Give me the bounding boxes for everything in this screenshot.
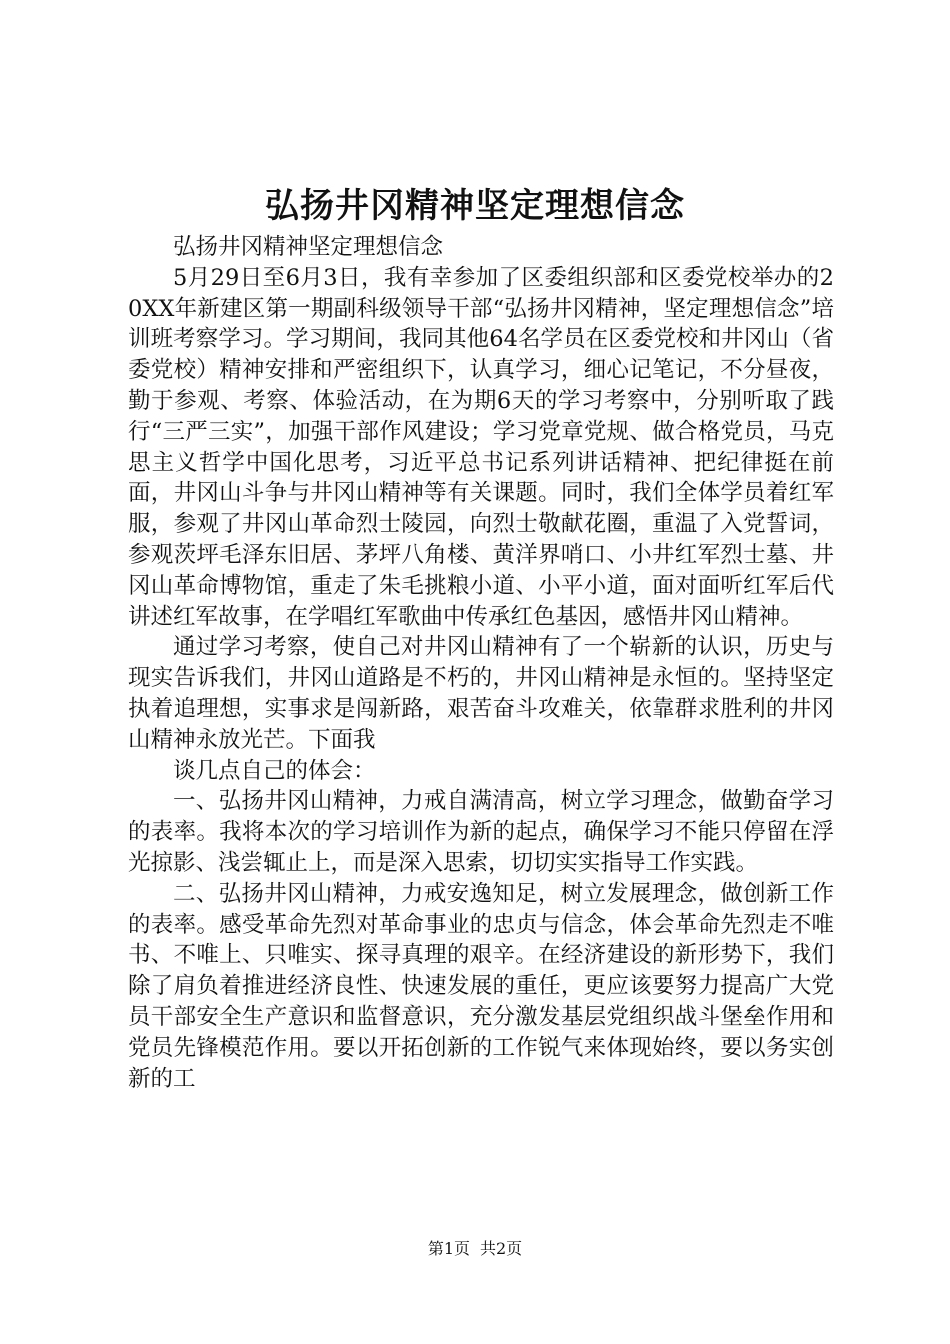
document-title: 弘扬井冈精神坚定理想信念 (265, 186, 685, 226)
page-footer (0, 1238, 950, 1260)
paragraph-intro: 5月29日至6月3日，我有幸参加了区委组织部和区委党校举办的20XX年新建区第一期副科级领导干部“弘扬井冈精神，坚定理想信念”培训班考察学习。学习期间，我同其他64名学员在区委党校和井冈山（省委党校）精神安排和严密组织下，认真学习，细心记笔记，不分昼夜，勤于参观、考察、体验活动，在为期6天的学习考察中，分别听取了践行“三严三实”，加强干部作风建设；学习党章党规、做合格党员，马克思主义哲学中国化思考，习近平总书记系列讲话精神、把纪律挺在前面，井冈山斗争与井冈山精神等有关课题。同时，我们全体学员着红军服，参观了井冈山革命烈士陵园，向烈士敬献花圈，重温了入党誓词，参观茨坪毛泽东旧居、茅坪八角楼、黄洋界哨口、小井红军烈士墓、井冈山革命博物馆，重走了朱毛挑粮小道、小平小道，面对面听红军后代讲述红军故事，在学唱红军歌曲中传承红色基因，感悟井冈山精神。 (128, 264, 834, 630)
paragraph-subtitle: 弘扬井冈精神坚定理想信念 (173, 234, 444, 260)
paragraph-lead-in: 谈几点自己的体会： (173, 757, 376, 784)
paragraph-point-one: 一、弘扬井冈山精神，力戒自满清高，树立学习理念，做勤奋学习的表率。我将本次的学习培训作为新的起点，确保学习不能只停留在浮光掠影、浅尝辄止上，而是深入思索，切切实实指导工作实践。 (128, 788, 834, 876)
page-number: 第1页 (427, 1239, 470, 1258)
page-total: 共2页 (480, 1239, 523, 1258)
document-body (128, 232, 834, 1094)
paragraph-point-two: 二、弘扬井冈山精神，力戒安逸知足，树立发展理念，做创新工作的表率。感受革命先烈对革命事业的忠贞与信念，体会革命先烈走不唯书、不唯上、只唯实、探寻真理的艰辛。在经济建设的新形势下，我们除了肩负着推进经济良性、快速发展的重任，更应该要努力提高广大党员干部安全生产意识和监督意识，充分激发基层党组织战斗堡垒作用和党员先锋模范作用。要以开拓创新的工作锐气来体现始终，要以务实创新的工 (128, 880, 834, 1092)
paragraph-understanding: 通过学习考察，使自己对井冈山精神有了一个崭新的认识，历史与现实告诉我们，井冈山道路是不朽的，井冈山精神是永恒的。坚持坚定执着追理想，实事求是闯新路，艰苦奋斗攻难关，依靠群求胜利的井冈山精神永放光芒。下面我 (128, 634, 834, 753)
